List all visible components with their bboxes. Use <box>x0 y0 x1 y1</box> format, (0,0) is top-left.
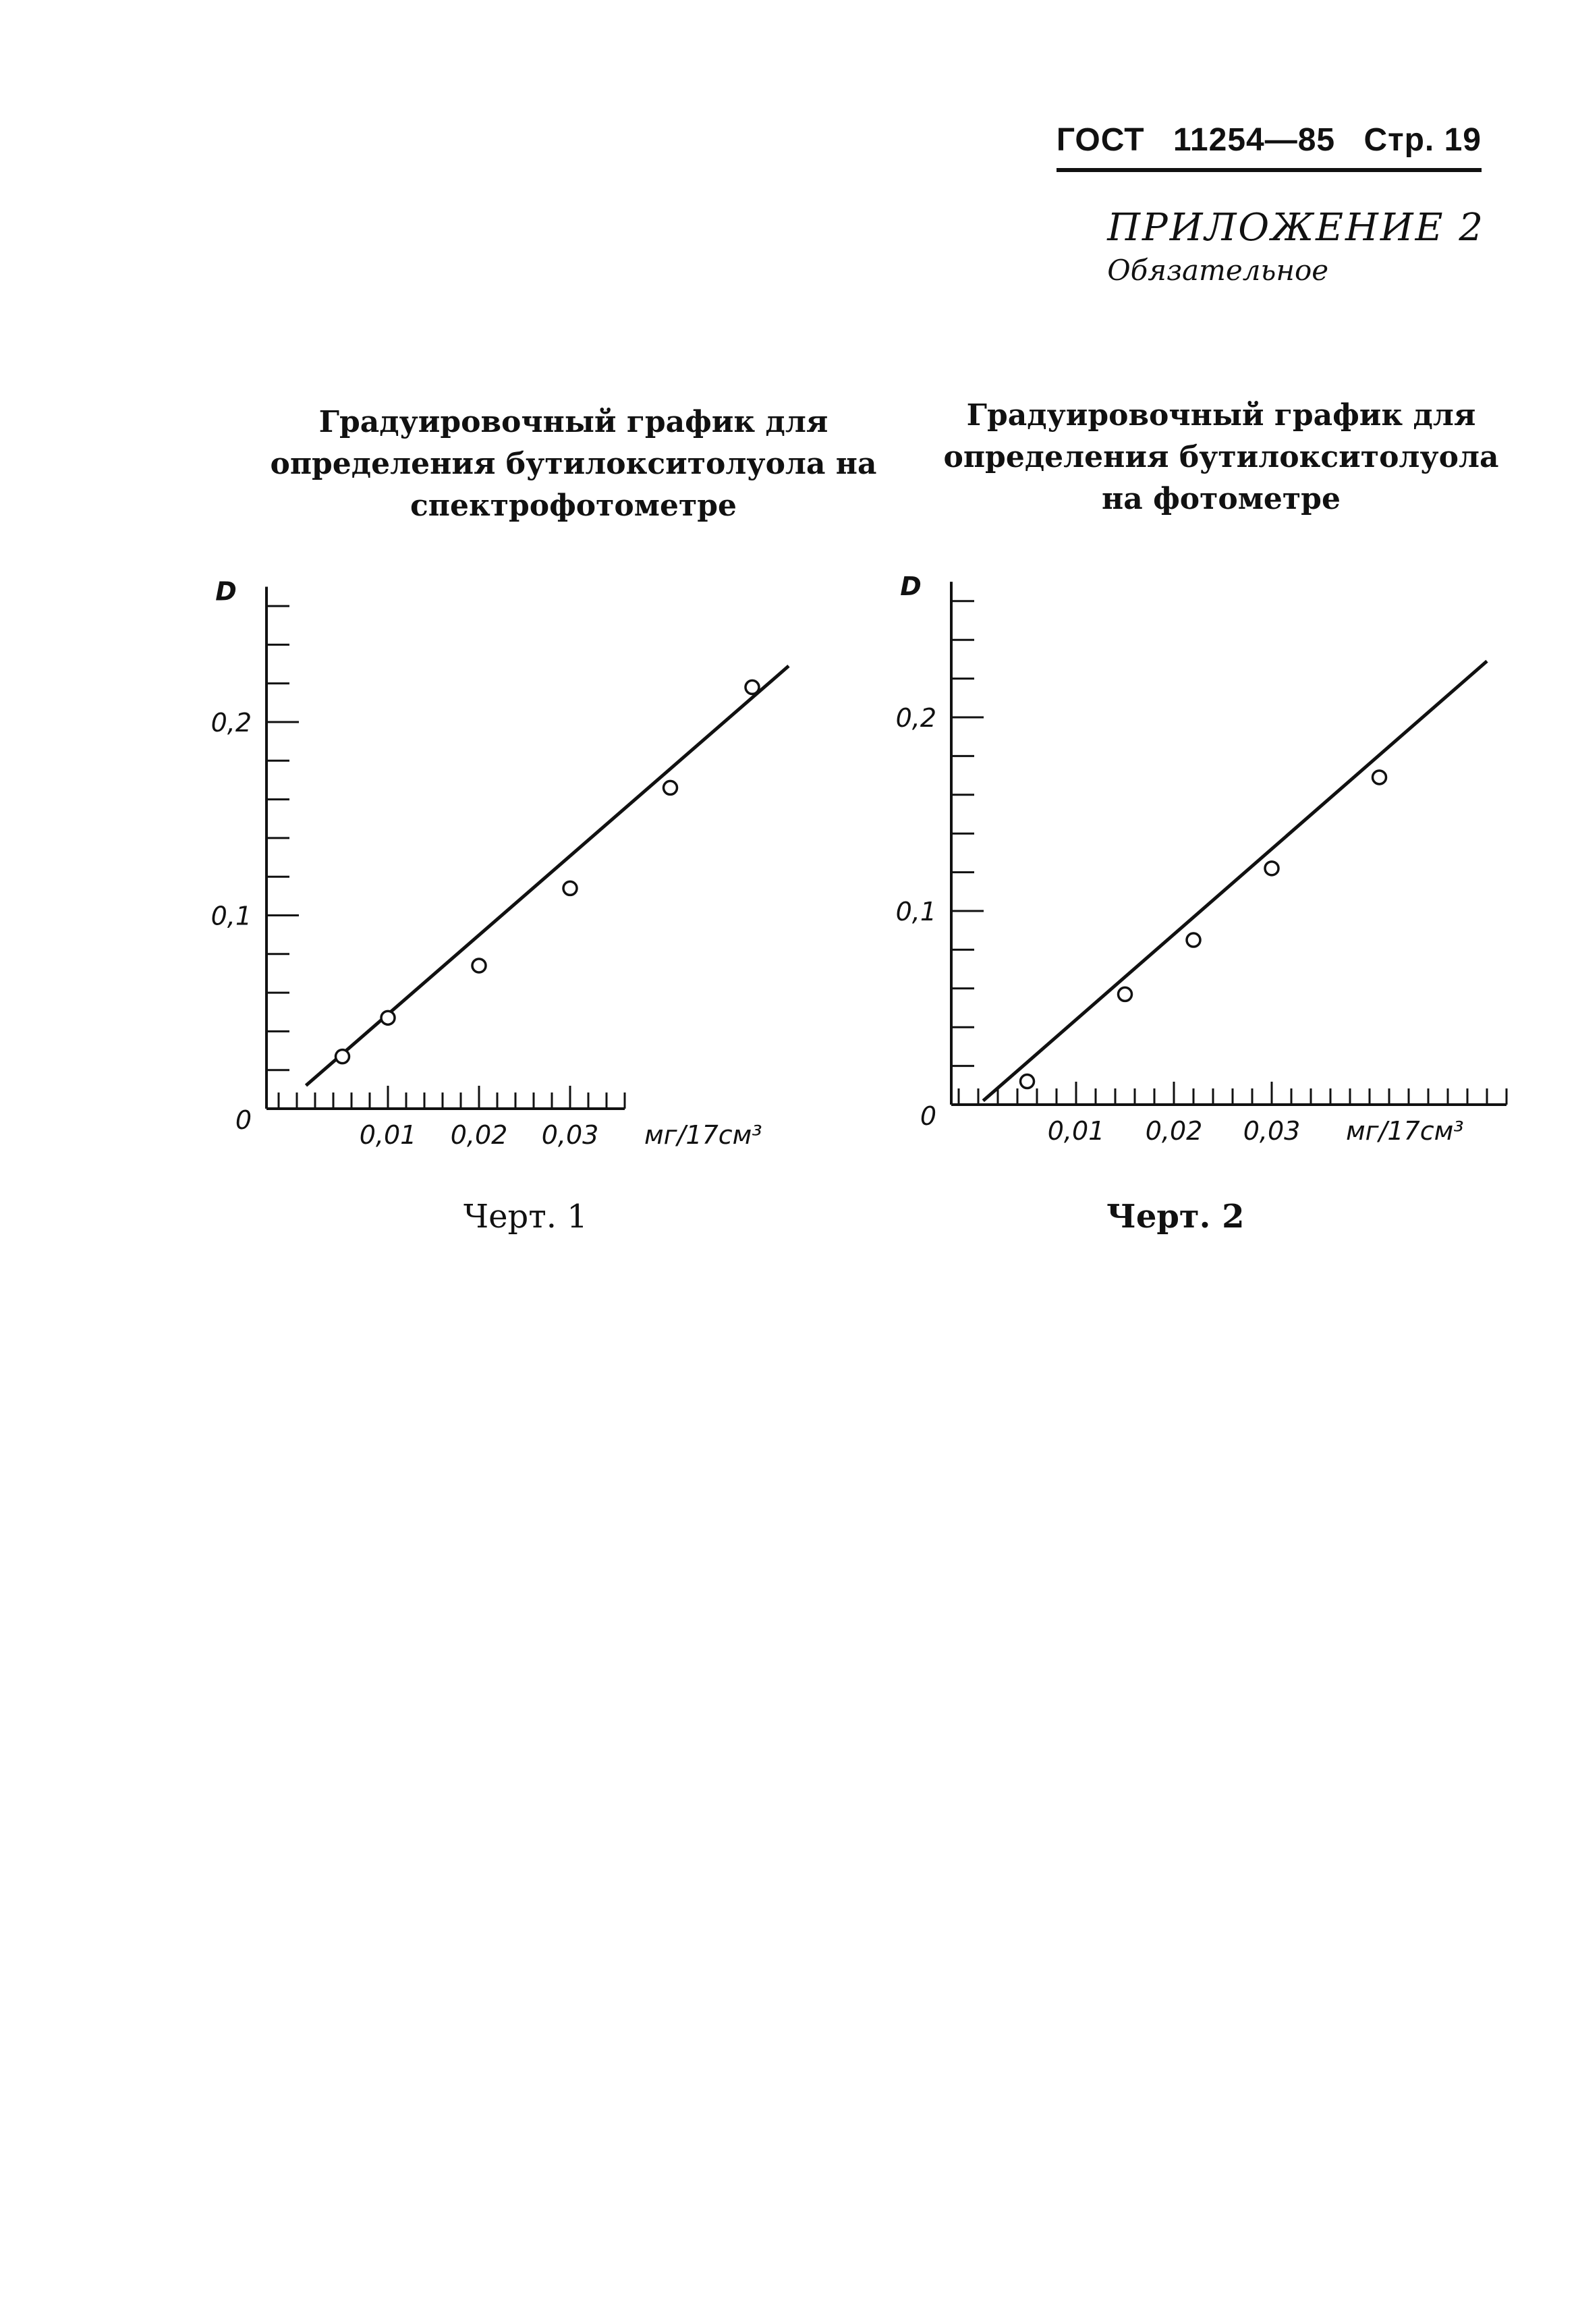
x-tick-label: 0,02 <box>1145 1116 1203 1146</box>
data-point <box>1265 862 1278 875</box>
y-axis-label: D <box>900 572 922 602</box>
data-point <box>1119 987 1132 1001</box>
y-tick-label: 0 <box>920 1101 936 1131</box>
y-tick-label: 0 <box>235 1105 252 1135</box>
chart-2 <box>897 574 1558 1181</box>
x-axis-label: мг/17см³ <box>644 1120 762 1150</box>
header-page: Стр. 19 <box>1363 122 1482 158</box>
appendix-title: ПРИЛОЖЕНИЕ 2 <box>1107 206 1485 250</box>
chart-1-title: Градуировочный график для определения бутилокситолуола на спектрофотометре <box>270 405 877 523</box>
chart-1 <box>196 574 857 1181</box>
header-standard: ГОСТ <box>1056 122 1145 158</box>
data-point <box>472 959 486 972</box>
fit-line <box>983 661 1487 1101</box>
y-tick-label: 0,2 <box>210 708 252 738</box>
appendix-subtitle: Обязательное <box>1107 254 1329 287</box>
y-tick-label: 0,2 <box>895 703 936 733</box>
x-tick-label: 0,01 <box>359 1120 417 1150</box>
chart-2-caption: Черт. 2 <box>1106 1198 1245 1236</box>
chart-1-caption: Черт. 1 <box>463 1198 588 1236</box>
page-header <box>1057 121 1482 172</box>
data-point <box>1373 771 1386 784</box>
y-axis-label: D <box>215 576 237 607</box>
header-number: 11254—85 <box>1173 122 1336 158</box>
x-tick-label: 0,03 <box>1243 1116 1301 1146</box>
data-point <box>381 1011 395 1024</box>
data-point <box>1021 1075 1034 1088</box>
data-point <box>1187 933 1200 947</box>
x-tick-label: 0,02 <box>450 1120 508 1150</box>
chart-2-title: Градуировочный график для определения бутилокситолуола на фотометре <box>943 398 1499 516</box>
data-point <box>563 881 577 895</box>
y-tick-label: 0,1 <box>210 901 252 931</box>
x-tick-label: 0,01 <box>1047 1116 1105 1146</box>
data-point <box>745 680 759 694</box>
appendix-block <box>1107 206 1485 287</box>
y-tick-label: 0,1 <box>895 897 936 926</box>
data-point <box>664 781 677 794</box>
x-tick-label: 0,03 <box>541 1120 599 1150</box>
fit-line <box>306 666 789 1086</box>
data-point <box>336 1050 349 1063</box>
x-axis-label: мг/17см³ <box>1346 1116 1464 1146</box>
